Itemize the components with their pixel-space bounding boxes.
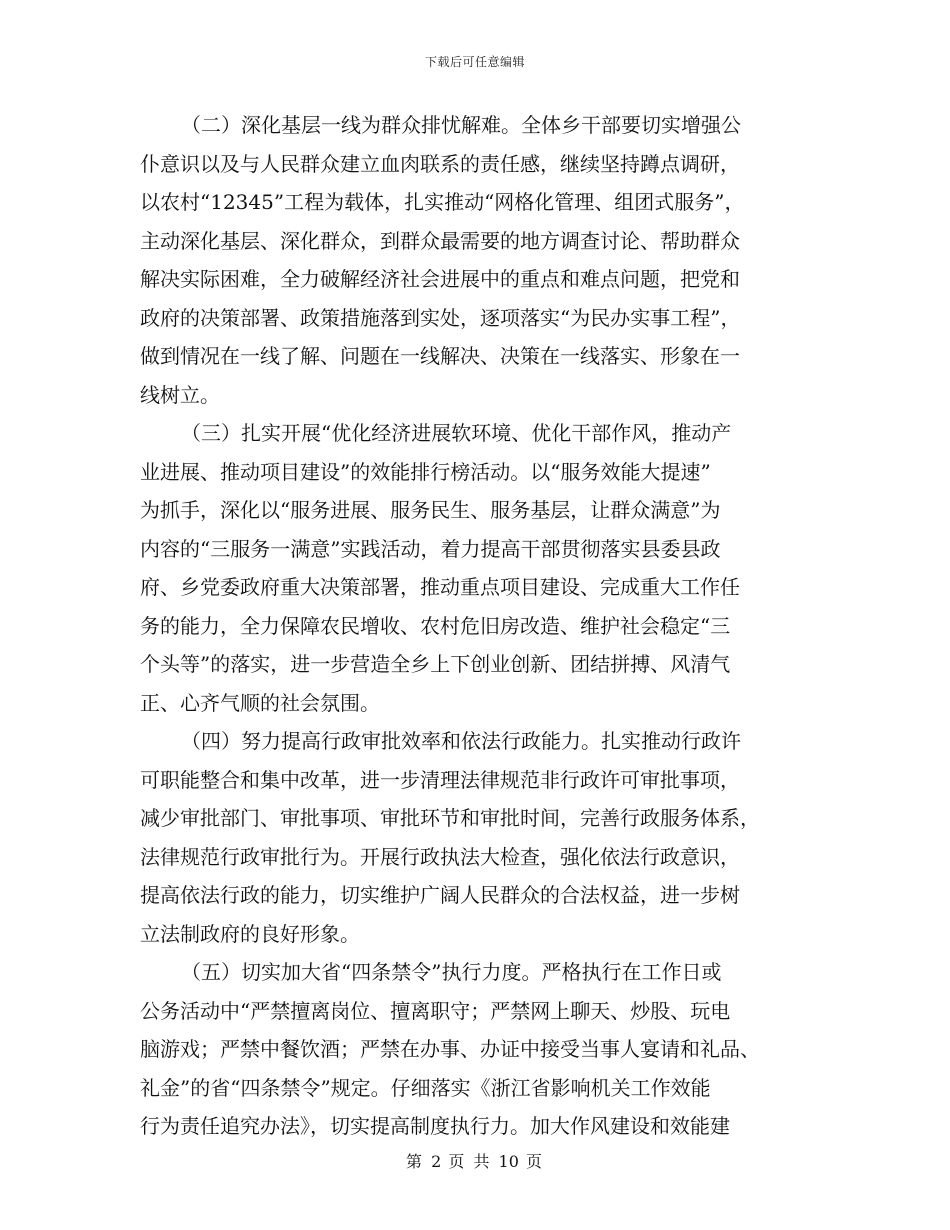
paragraph-line: （四）努力提高行政审批效率和依法行政能力。扎实推动行政许 bbox=[181, 729, 741, 753]
document-body bbox=[140, 106, 820, 1146]
paragraph-line: 以农村“12345”工程为载体，扎实推动“网格化管理、组团式服务”， bbox=[140, 190, 745, 214]
paragraph-line: （三）扎实开展“优化经济进展软环境、优化干部作风，推动产 bbox=[181, 421, 732, 445]
paragraph-line: 仆意识以及与人民群众建立血肉联系的责任感，继续坚持蹲点调研， bbox=[140, 151, 740, 176]
paragraph bbox=[140, 953, 820, 1146]
paragraph-line: 可职能整合和集中改革，进一步清理法律规范非行政许可审批事项， bbox=[140, 767, 740, 792]
page-header: 下载后可任意编辑 bbox=[424, 55, 525, 69]
paragraph-line: （五）切实加大省“四条禁令”执行力度。严格执行在工作日或 bbox=[181, 960, 722, 984]
paragraph-line: 立法制政府的良好形象。 bbox=[140, 921, 360, 946]
paragraph-line: 主动深化基层、深化群众，到群众最需要的地方调查讨论、帮助群众 bbox=[140, 228, 740, 253]
paragraph bbox=[140, 414, 820, 722]
paragraph-line: 务的能力，全力保障农民增收、农村危旧房改造、维护社会稳定“三 bbox=[140, 613, 731, 638]
paragraph-line: 个头等”的落实，进一步营造全乡上下创业创新、团结拼搏、风清气 bbox=[140, 652, 731, 676]
paragraph-line: 公务活动中“严禁擅离岗位、擅离职守；严禁网上聊天、炒股、玩电 bbox=[140, 998, 731, 1023]
paragraph-line: 法律规范行政审批行为。开展行政执法大检查，强化依法行政意识， bbox=[140, 844, 740, 869]
page-footer bbox=[0, 1149, 950, 1172]
paragraph-line: 脑游戏；严禁中餐饮酒；严禁在办事、办证中接受当事人宴请和礼品、 bbox=[140, 1037, 760, 1061]
paragraph-line: 府、乡党委政府重大决策部署，推动重点项目建设、完成重大工作任 bbox=[140, 575, 740, 599]
paragraph-line: 线树立。 bbox=[140, 382, 220, 407]
paragraph-line: 提高依法行政的能力，切实维护广阔人民群众的合法权益，进一步树 bbox=[140, 883, 740, 907]
footer-total-pages: 10 bbox=[498, 1152, 519, 1171]
paragraph bbox=[140, 106, 820, 414]
paragraph-line: 减少审批部门、审批事项、审批环节和审批时间，完善行政服务体系， bbox=[140, 806, 760, 830]
paragraph-line: 正、心齐气顺的社会氛围。 bbox=[140, 690, 380, 715]
paragraph-line: 为抓手，深化以“服务进展、服务民生、服务基层，让群众满意”为 bbox=[140, 498, 721, 522]
footer-current-page: 2 bbox=[431, 1152, 442, 1171]
paragraph-line: 行为责任追究办法》，切实提高制度执行力。加大作风建设和效能建 bbox=[140, 1114, 730, 1138]
paragraph-line: （二）深化基层一线为群众排忧解难。全体乡干部要切实增强公 bbox=[181, 113, 741, 137]
paragraph-line: 政府的决策部署、政策措施落到实处，逐项落实“为民办实事工程”， bbox=[140, 305, 741, 330]
footer-suffix: 页 bbox=[526, 1152, 545, 1171]
paragraph-line: 内容的“三服务一满意”实践活动，着力提高干部贯彻落实县委县政 bbox=[140, 536, 721, 561]
paragraph-line: 业进展、推动项目建设”的效能排行榜活动。以“服务效能大提速” bbox=[140, 459, 711, 484]
paragraph-line: 礼金”的省“四条禁令”规定。仔细落实《浙江省影响机关工作效能 bbox=[140, 1075, 711, 1100]
footer-middle: 页 共 bbox=[448, 1152, 492, 1171]
footer-prefix: 第 bbox=[405, 1152, 424, 1171]
paragraph-line: 解决实际困难，全力破解经济社会进展中的重点和难点问题，把党和 bbox=[140, 267, 740, 291]
paragraph bbox=[140, 722, 820, 953]
paragraph-line: 做到情况在一线了解、问题在一线解决、决策在一线落实、形象在一 bbox=[140, 344, 740, 368]
